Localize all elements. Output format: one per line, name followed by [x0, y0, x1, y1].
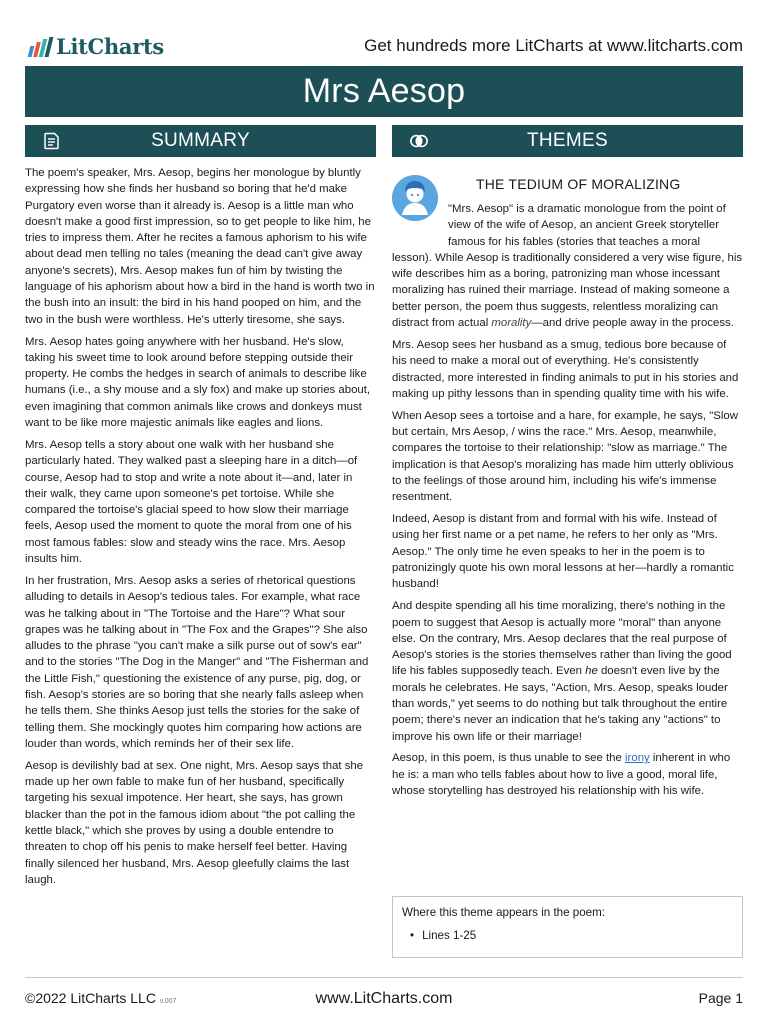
title-band [25, 66, 743, 117]
themes-icon [410, 132, 428, 150]
theme-appearances-list [402, 929, 733, 942]
theme-appearance-item[interactable]: • Lines 1-25 [410, 929, 733, 942]
theme-paragraph: Indeed, Aesop is distant from and formal with his wife. Instead of using her first name or a pet name, he refers to her only as "Mrs. Aesop." The only time he even speaks to her in the poem is to patronizingly quote his own moral lessons at her—hardly a romantic husband! [392, 513, 734, 591]
page-title: Mrs Aesop [302, 72, 466, 110]
summary-heading: SUMMARY [151, 130, 250, 151]
theme-appearances-title: Where this theme appears in the poem: [402, 906, 605, 919]
summary-column [25, 165, 376, 894]
summary-paragraph: In her frustration, Mrs. Aesop asks a series of rhetorical questions alluding to details in Aesop's tedious tales. For example, what race was he talking about in "The Tortoise and the Hare"? What sour grapes was he talking about in "The Fox and the Grapes"? She also alludes to the phrase "you can't make a silk purse out of sow's ear" and to the stories "The Dog in the Manger" and "The Fisherman and the Little Fish," questioning the existence of any purse, pig, dog, or fish. Aesop's stories are so boring that she nearly falls asleep when he tells them. She thinks Aesop just tells the stories for the sake of telling them. She mockingly quotes him comparing how actions are louder than words, which reminds her of their sex life. [25, 574, 369, 750]
footer-version: v.007 [159, 998, 177, 1005]
footer-site-link[interactable]: www.LitCharts.com [315, 990, 453, 1007]
theme-paragraph: And despite spending all his time moralizing, there's nothing in the poem to suggest that Aesop is actually more "moral" than anyone else. On the contrary, Mrs. Aesop declares that the real purpose of Aesop's stories is the stories themselves rather than living the good life his fables supposedly teach. Even he doesn't even live by the morals he celebrates. He says, "Action, Mrs. Aesop, speaks louder than words," yet seems to do nothing but talk throughout the entire poem; there's never an indication that he's taking any "actions" to improve his own life or their marriage! [392, 600, 732, 743]
summary-paragraph: Aesop is devilishly bad at sex. One night, Mrs. Aesop says that she made up her own fable to make fun of her husband, specifically targeting his sexual impotence. Her heart, she says, has grown blacker than the pot in the famous idiom about "the pot calling the kettle black," which she proves by using a double entendre to threaten to chop off his penis to make herself feel better. Having finally silenced her husband, Mrs. Aesop gleefully claims the last laugh. [25, 759, 364, 886]
themes-header [392, 125, 743, 157]
top-bar [25, 32, 743, 62]
themes-heading: THEMES [527, 130, 608, 151]
theme-appearances-box [392, 896, 743, 958]
logo-text: LitCharts [56, 34, 164, 59]
summary-paragraph: Mrs. Aesop hates going anywhere with her husband. He's slow, taking his sweet time to look around before stepping outside their property. He combs the hedges in search of animals to describe like humans (i.e., a shy mouse and a sly fox) and make up stories about, even imagining that common animals like crows and donkeys must want to be like more majestic animals like eagles and lions. [25, 335, 371, 430]
themes-column [392, 165, 743, 805]
document-icon [43, 132, 61, 150]
irony-link[interactable]: irony [625, 752, 650, 765]
theme-keyword[interactable]: morality [491, 317, 532, 330]
theme-title: THE TEDIUM OF MORALIZING [476, 176, 681, 192]
theme-paragraph: Mrs. Aesop sees her husband as a smug, tedious bore because of his need to make a moral out of everything. He's consistently distracted, more interested in finding animals to put in his stories and making up pithy lessons than in spending quality time with his wife. [392, 338, 739, 400]
summary-paragraph: Mrs. Aesop tells a story about one walk with her husband she particularly hated. They walked past a sleeping hare in a ditch—of course, Aesop had to stop and write a note about it—and, later in their walk, they came upon someone's pet tortoise. While she compared the tortoise's glacial speed to how slow their marriage feels, Aesop used the moment to quote the moral from one of his most famous fables: slow and steady wins the race. Mrs. Aesop insults him. [25, 438, 358, 566]
summary-header [25, 125, 376, 157]
avatar-indent [392, 201, 448, 235]
footer-divider [25, 977, 743, 978]
litcharts-logo[interactable] [29, 34, 164, 59]
summary-paragraph: The poem's speaker, Mrs. Aesop, begins her monologue by bluntly expressing how she finds her husband so boring that he'd make Purgatory even worse than it already is. Aesop is a little man who doesn't make a good first impression, so to get people to like him, he tries to impress them. After he recites a famous aphorism to his wife about dead men telling no tales (meaning the dead can't give away anyone's secrets), Mrs. Aesop makes fun of him by twisting the language of his aphorism about how a bird in the hand is worth two in the bush into an insult: the bird in his hand pooped on him, and the two in the bush were worthless. He's utterly tiresome, she says. [25, 167, 375, 326]
footer-page-number: Page 1 [698, 990, 743, 1006]
promo-text[interactable]: Get hundreds more LitCharts at www.litcharts.com [364, 36, 743, 55]
theme-paragraph: When Aesop sees a tortoise and a hare, for example, he says, "Slow but certain, Mrs Aesop, / wins the race." Mrs. Aesop, meanwhile, compares the tortoise to their relationship: "slow as marriage." The implication is that Aesop's moralizing has made him utterly oblivious to the feelings of those around him, including his wife's immense resentment. [392, 409, 738, 504]
footer-copyright: ©2022 LitCharts LLC v.007 [25, 990, 177, 1006]
theme-paragraph: Aesop, in this poem, is thus unable to see the irony inherent in who he is: a man who tells fables about how to live a good, moral life, whose storytelling has destroyed his relationship with his wife. [392, 752, 731, 798]
logo-bars-icon [29, 37, 51, 57]
theme-paragraph: "Mrs. Aesop" is a dramatic monologue from the point of view of the wife of Aesop, an ancient Greek storyteller famous for his fables (stories that teaches a moral lesson). While Aesop is traditionally considered a very wise figure, his wife describes him as a boring, patronizing man whose incessant moralizing has ruined their marriage. Instead of making someone a better person, the poem thus suggests, relentless moralizing can distract from actual morality—and drive people away in the process. [392, 203, 743, 330]
